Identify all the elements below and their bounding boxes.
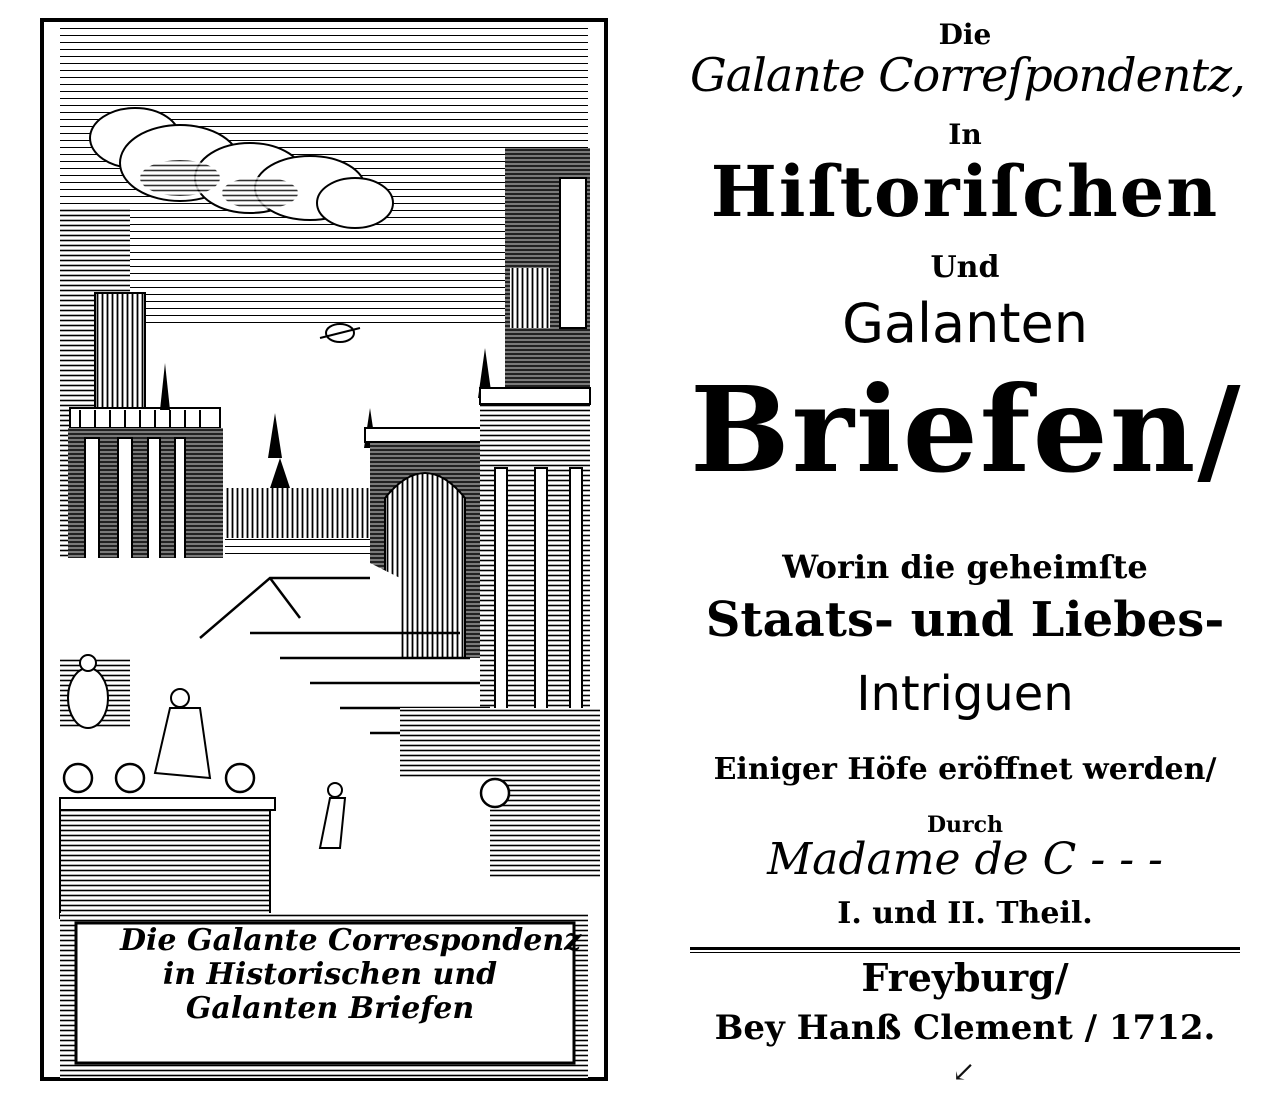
caption-line-3: Galanten Briefen	[185, 991, 475, 1026]
caption-line-2: in Historischen und	[162, 957, 498, 992]
title-line-historischen: Hiſtoriſchen	[710, 150, 1220, 233]
volume-line: I. und II. Theil.	[837, 896, 1093, 931]
title-line-galanten: Galanten	[842, 292, 1088, 355]
caption-line-1: Die Galante Correspondenz	[120, 923, 582, 958]
title-line-galante-correspondentz: Galante Correſpondentz,	[690, 48, 1245, 102]
title-page	[690, 0, 1245, 1094]
imprint-place: Freyburg/	[861, 955, 1069, 1000]
title-line-durch: Durch	[926, 812, 1004, 838]
title-line-und: Und	[930, 250, 1000, 285]
signature-mark: ↙	[952, 1055, 976, 1088]
title-line-intriguen: Intriguen	[856, 666, 1074, 722]
title-line-die: Die	[938, 18, 992, 51]
imprint-publisher-year: Bey Hanß Clement / 1712.	[714, 1008, 1216, 1048]
frontispiece-caption	[120, 923, 582, 1026]
engraving-illustration	[40, 18, 608, 1081]
title-line-briefen: Briefen/	[690, 360, 1243, 499]
author-line: Madame de C - - -	[767, 834, 1163, 885]
divider-rule-thin	[690, 952, 1240, 953]
title-line-einiger-hoefe: Einiger Höfe eröffnet werden/	[713, 752, 1217, 787]
title-line-in: In	[948, 118, 982, 151]
frontispiece-engraving	[40, 18, 608, 1081]
title-line-staats-liebes: Staats- und Liebes-	[705, 592, 1225, 648]
title-line-worin: Worin die geheimſte	[782, 548, 1148, 586]
divider-rule-thick	[690, 947, 1240, 950]
